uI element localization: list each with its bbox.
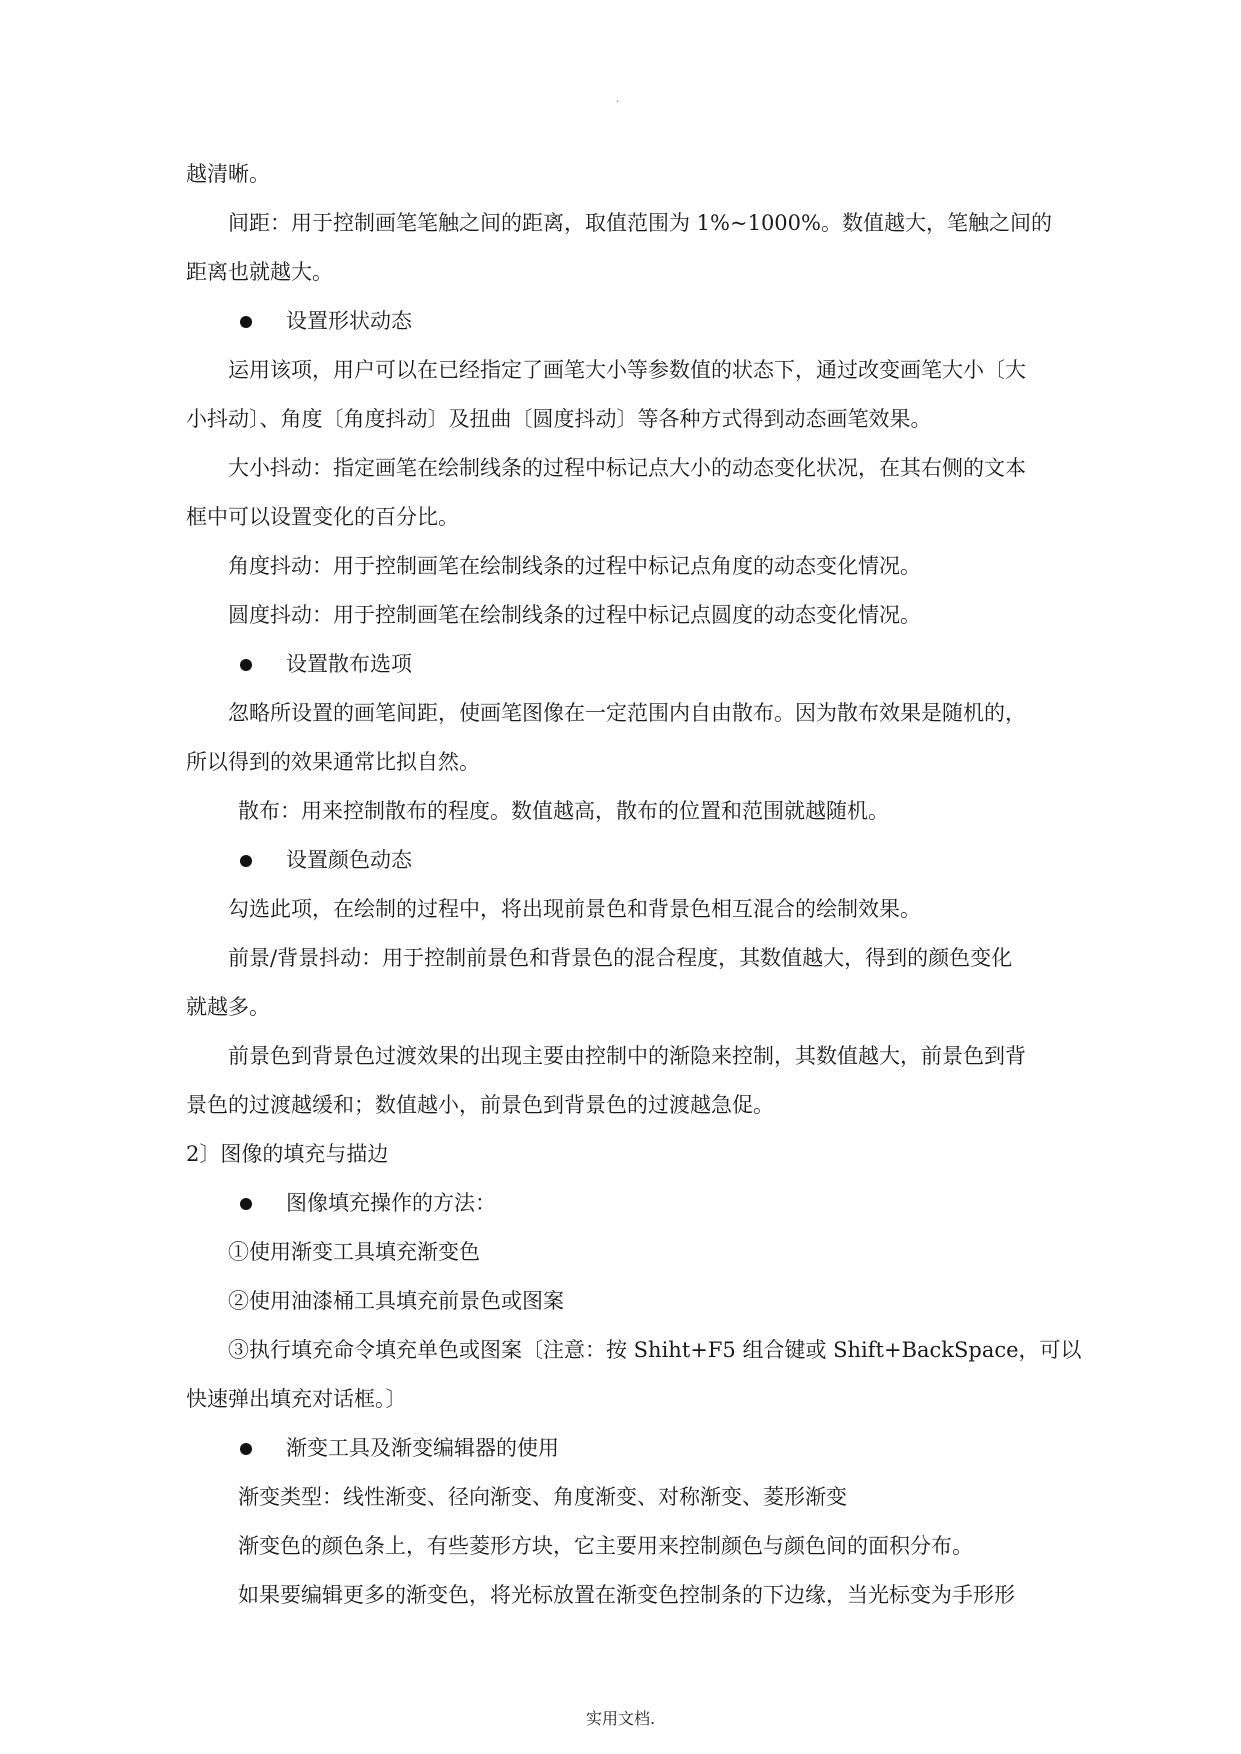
paragraph-line: 距离也就越大。: [186, 260, 333, 284]
paragraph-line: 渐变类型：线性渐变、径向渐变、角度渐变、对称渐变、菱形渐变: [238, 1485, 847, 1509]
paragraph-line: 前景/背景抖动：用于控制前景色和背景色的混合程度，其数值越大，得到的颜色变化: [228, 946, 1013, 970]
paragraph-line: 小抖动〕、角度〔角度抖动〕及扭曲〔圆度抖动〕等各种方式得到动态画笔效果。: [186, 407, 932, 431]
paragraph-line: 如果要编辑更多的渐变色，将光标放置在渐变色控制条的下边缘，当光标变为手形形: [238, 1583, 1015, 1607]
paragraph-line: 大小抖动：指定画笔在绘制线条的过程中标记点大小的动态变化状况，在其右侧的文本: [228, 456, 1026, 480]
paragraph-line: 勾选此项，在绘制的过程中，将出现前景色和背景色相互混合的绘制效果。: [228, 897, 921, 921]
paragraph-line: 快速弹出填充对话框。〕: [186, 1387, 407, 1411]
bullet-label: 设置散布选项: [286, 652, 412, 676]
paragraph-line: 间距：用于控制画笔笔触之间的距离，取值范围为 1%~1000%。数值越大，笔触之间的: [228, 211, 1052, 235]
bullet-icon: [240, 316, 252, 328]
paragraph-line: 散布：用来控制散布的程度。数值越高，散布的位置和范围就越随机。: [238, 799, 889, 823]
paragraph-line: 所以得到的效果通常比拟自然。: [186, 750, 480, 774]
bullet-icon: [240, 1198, 252, 1210]
paragraph-line: ②使用油漆桶工具填充前景色或图案: [228, 1289, 564, 1313]
paragraph-line: ①使用渐变工具填充渐变色: [228, 1240, 480, 1264]
bullet-icon: [240, 1443, 252, 1455]
paragraph-line: 景色的过渡越缓和；数值越小，前景色到背景色的过渡越急促。: [186, 1093, 774, 1117]
section-heading: 2〕图像的填充与描边: [186, 1142, 389, 1166]
document-body: [186, 150, 1082, 1620]
bullet-item: [186, 1424, 1058, 1473]
bullet-label: 设置颜色动态: [286, 848, 412, 872]
bullet-label: 图像填充操作的方法：: [286, 1191, 496, 1215]
paragraph-line: 前景色到背景色过渡效果的出现主要由控制中的渐隐来控制，其数值越大，前景色到背: [228, 1044, 1026, 1068]
paragraph-line: 圆度抖动：用于控制画笔在绘制线条的过程中标记点圆度的动态变化情况。: [228, 603, 921, 627]
paragraph-line: 渐变色的颜色条上，有些菱形方块，它主要用来控制颜色与颜色间的面积分布。: [238, 1534, 973, 1558]
bullet-item: [186, 836, 1058, 885]
paragraph-line: 运用该项，用户可以在已经指定了画笔大小等参数值的状态下，通过改变画笔大小〔大: [228, 358, 1026, 382]
paragraph-line: 越清晰。: [186, 162, 270, 186]
paragraph-line: 角度抖动：用于控制画笔在绘制线条的过程中标记点角度的动态变化情况。: [228, 554, 921, 578]
bullet-item: [186, 640, 1058, 689]
paragraph-line: 就越多。: [186, 995, 270, 1019]
bullet-icon: [240, 855, 252, 867]
bullet-label: 渐变工具及渐变编辑器的使用: [286, 1436, 559, 1460]
bullet-item: [186, 1179, 1058, 1228]
paragraph-line: ③执行填充命令填充单色或图案〔注意：按 Shiht+F5 组合键或 Shift+BackSpace，可以: [228, 1338, 1082, 1362]
bullet-label: 设置形状动态: [286, 309, 412, 333]
bullet-item: [186, 297, 1058, 346]
header-mark: .: [616, 94, 620, 105]
page-footer: 实用文档.: [585, 1709, 656, 1728]
paragraph-line: 框中可以设置变化的百分比。: [186, 505, 459, 529]
paragraph-line: 忽略所设置的画笔间距，使画笔图像在一定范围内自由散布。因为散布效果是随机的，: [228, 701, 1026, 725]
bullet-icon: [240, 659, 252, 671]
